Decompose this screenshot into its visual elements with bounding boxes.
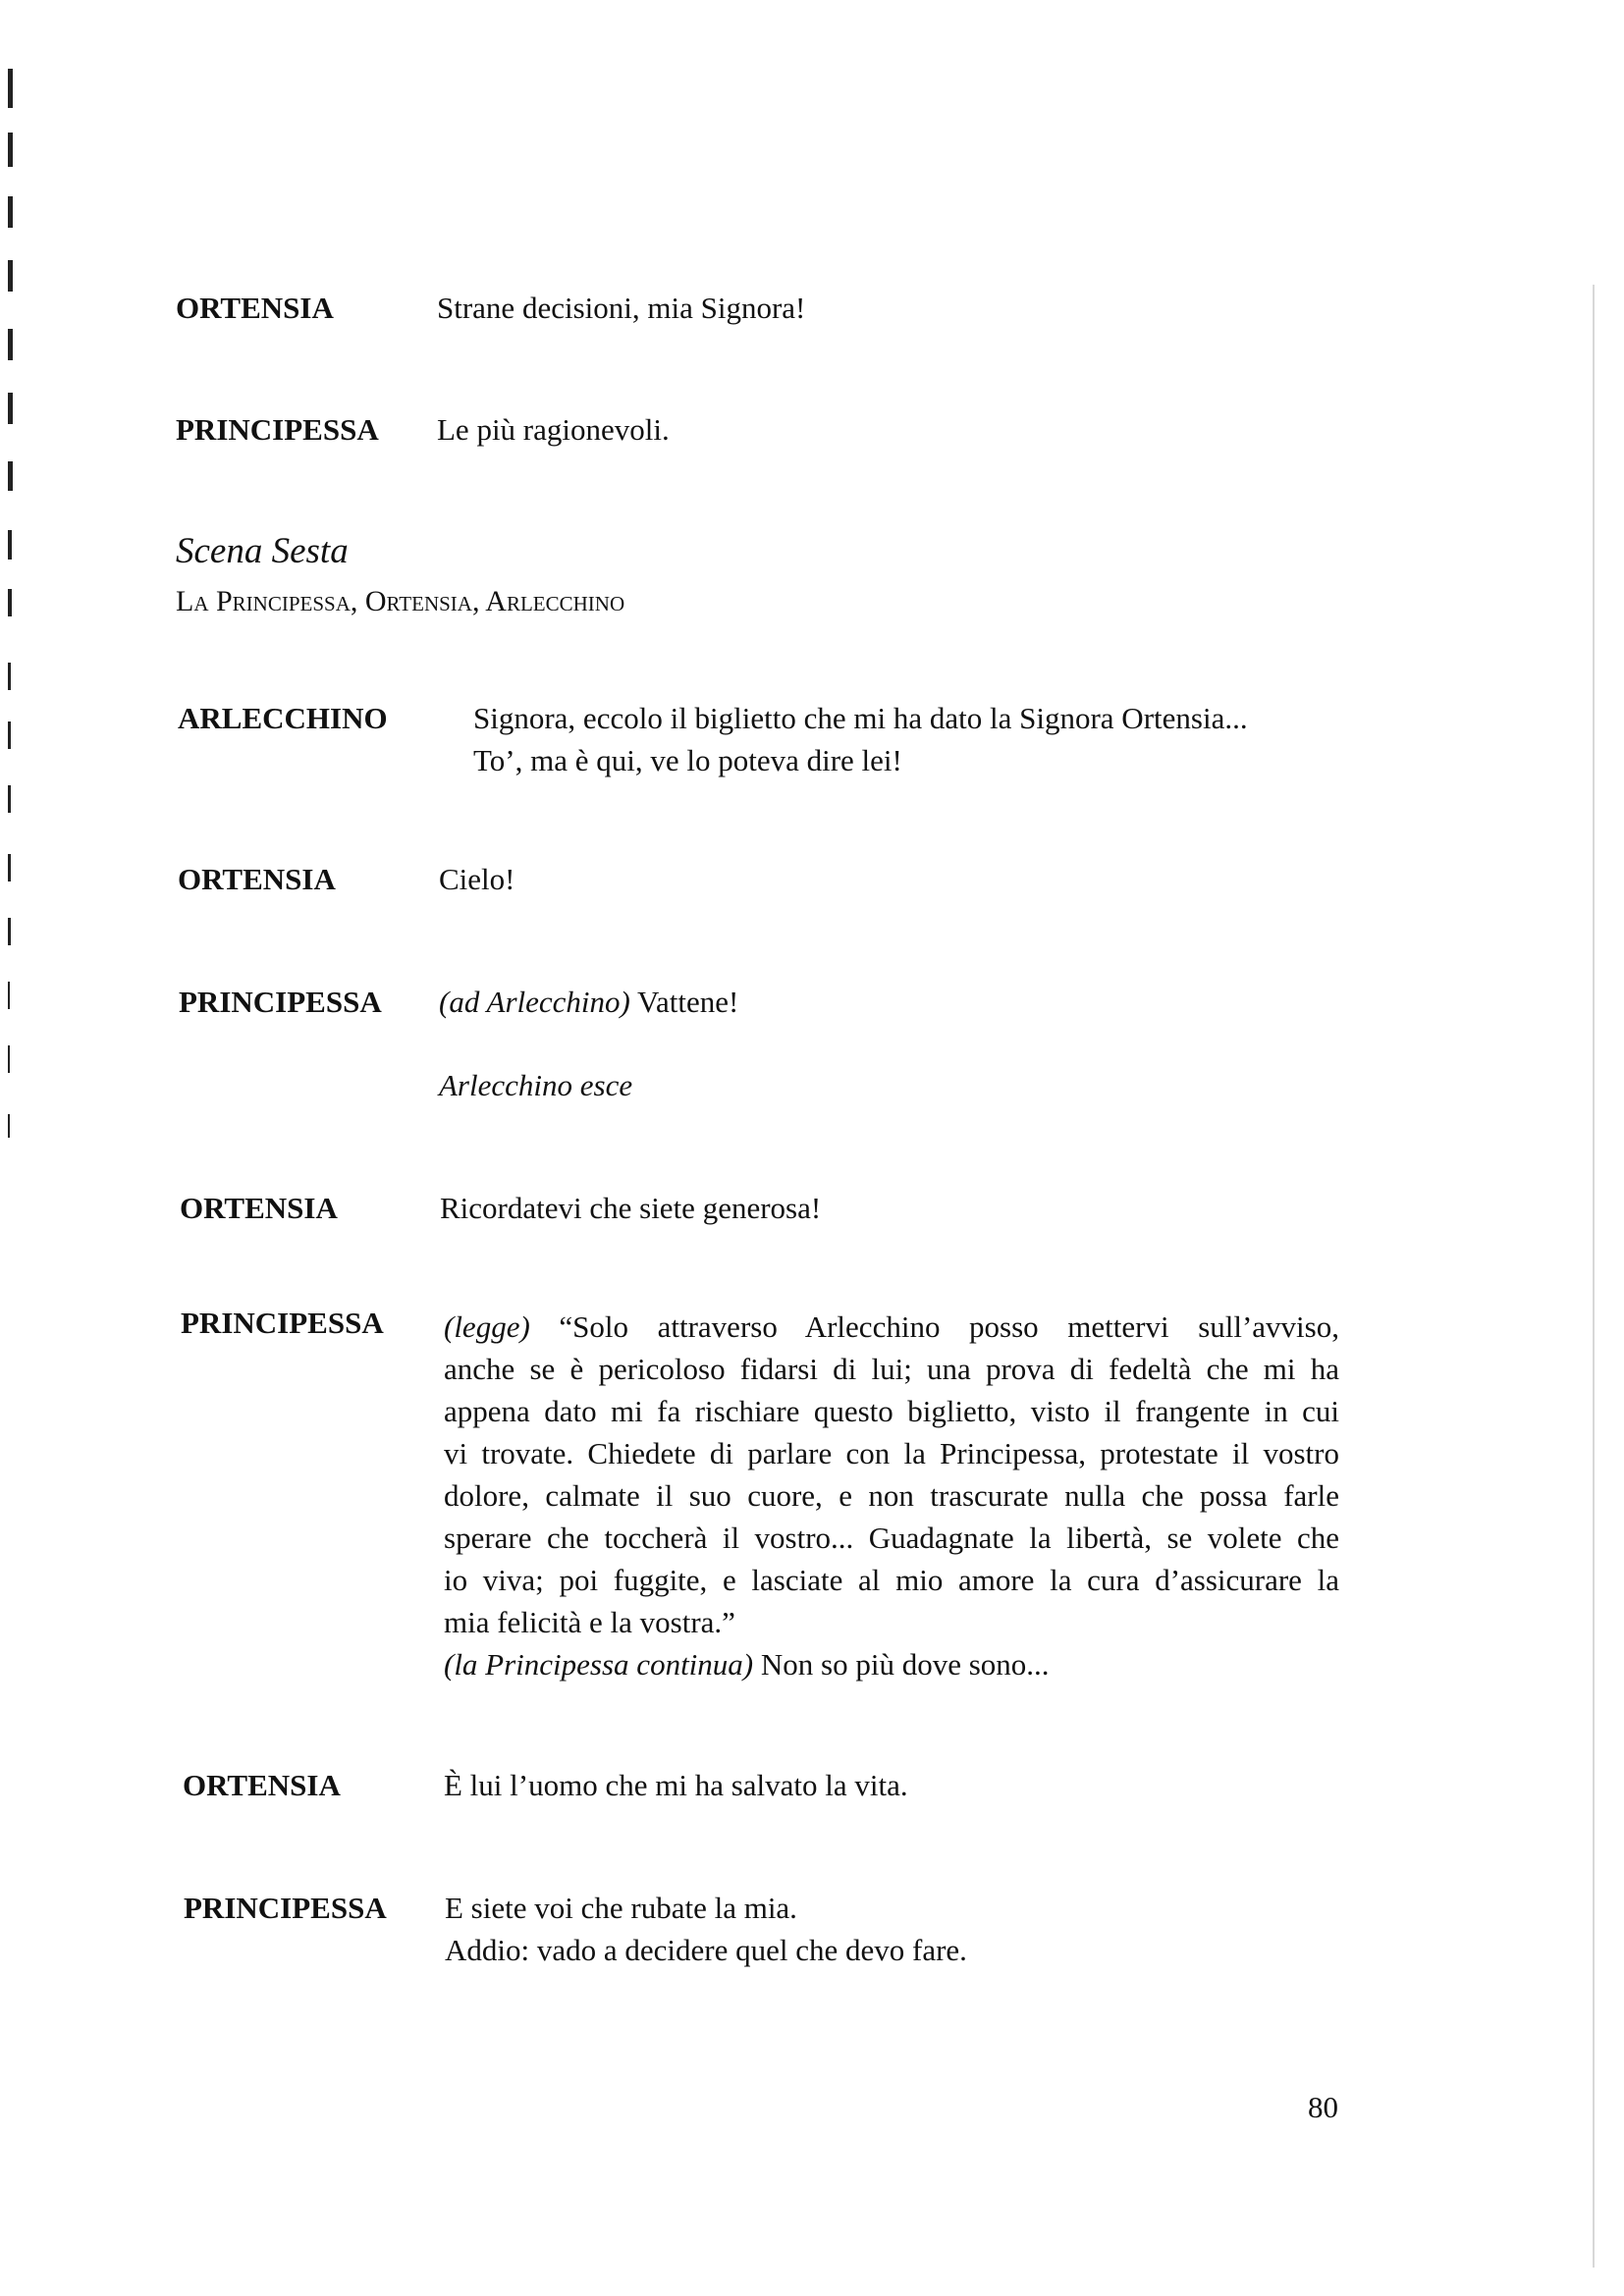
dialogue-line: Le più ragionevoli. xyxy=(437,412,670,447)
dialogue-line xyxy=(439,985,738,1020)
page-edge-line xyxy=(1593,285,1595,2268)
binder-mark xyxy=(8,785,11,813)
dialogue-line: Strane decisioni, mia Signora! xyxy=(437,291,806,325)
scene-title: Scena Sesta xyxy=(176,531,349,571)
dialogue-line: anche se è pericoloso fidarsi di lui; una prova di fedeltà che mi ha xyxy=(444,1352,1339,1386)
binder-mark xyxy=(8,196,13,228)
binder-mark xyxy=(8,260,13,292)
dialogue-text: Vattene! xyxy=(637,985,739,1019)
dialogue-line: To’, ma è qui, ve lo poteva dire lei! xyxy=(473,743,902,777)
dialogue-line xyxy=(444,1643,1339,1685)
stage-direction: (la Principessa continua) xyxy=(444,1647,754,1682)
stage-direction: (legge) xyxy=(444,1309,530,1344)
speaker-ortensia: ORTENSIA xyxy=(183,1768,341,1802)
binder-mark xyxy=(8,133,13,167)
dialogue-text: “Solo attraverso Arlecchino posso mettervi sull’avviso, xyxy=(559,1309,1339,1344)
letter-paragraph xyxy=(444,1306,1339,1685)
stage-direction: Arlecchino esce xyxy=(439,1068,633,1102)
scene-cast: La Principessa, Ortensia, Arlecchino xyxy=(176,585,625,617)
dialogue-line: io viva; poi fuggite, e lasciate al mio amore la cura d’assicurare la xyxy=(444,1563,1339,1597)
binder-mark xyxy=(8,918,11,945)
speaker-ortensia: ORTENSIA xyxy=(176,291,334,325)
dialogue-line: È lui l’uomo che mi ha salvato la vita. xyxy=(444,1768,908,1802)
dialogue-line: E siete voi che rubate la mia. xyxy=(445,1891,797,1925)
binder-mark xyxy=(8,530,12,560)
binder-mark xyxy=(8,1045,10,1073)
page-number: 80 xyxy=(1308,2090,1338,2124)
dialogue-text: Non so più dove sono... xyxy=(760,1647,1050,1682)
speaker-arlecchino: ARLECCHINO xyxy=(178,701,388,735)
dialogue-line: appena dato mi fa rischiare questo biglietto, visto il frangente in cui xyxy=(444,1394,1339,1428)
binder-mark xyxy=(8,329,13,360)
binder-mark xyxy=(8,393,13,424)
stage-direction: (ad Arlecchino) xyxy=(439,985,630,1019)
binder-mark xyxy=(8,982,10,1009)
dialogue-line xyxy=(444,1306,1339,1348)
speaker-ortensia: ORTENSIA xyxy=(178,862,336,896)
speaker-principessa: PRINCIPESSA xyxy=(179,985,382,1019)
binder-mark xyxy=(8,663,11,690)
binder-mark xyxy=(8,1114,10,1138)
dialogue-line: mia felicità e la vostra.” xyxy=(444,1605,735,1639)
binder-mark xyxy=(8,69,13,108)
speaker-principessa: PRINCIPESSA xyxy=(184,1891,387,1925)
binder-mark xyxy=(8,589,12,616)
dialogue-line: Ricordatevi che siete generosa! xyxy=(440,1191,822,1225)
speaker-ortensia: ORTENSIA xyxy=(180,1191,338,1225)
binder-mark xyxy=(8,721,11,749)
dialogue-line: vi trovate. Chiedete di parlare con la Principessa, protestate il vostro xyxy=(444,1436,1339,1470)
dialogue-line: Cielo! xyxy=(439,862,515,896)
dialogue-line: dolore, calmate il suo cuore, e non trascurate nulla che possa farle xyxy=(444,1478,1339,1513)
speaker-principessa: PRINCIPESSA xyxy=(181,1306,384,1340)
dialogue-line: Signora, eccolo il biglietto che mi ha dato la Signora Ortensia... xyxy=(473,701,1248,735)
dialogue-line: Addio: vado a decidere quel che devo fare. xyxy=(445,1933,967,1967)
dialogue-line: sperare che toccherà il vostro... Guadagnate la libertà, se volete che xyxy=(444,1521,1339,1555)
binder-mark xyxy=(8,854,11,881)
speaker-principessa: PRINCIPESSA xyxy=(176,412,379,447)
binder-mark xyxy=(8,461,13,491)
